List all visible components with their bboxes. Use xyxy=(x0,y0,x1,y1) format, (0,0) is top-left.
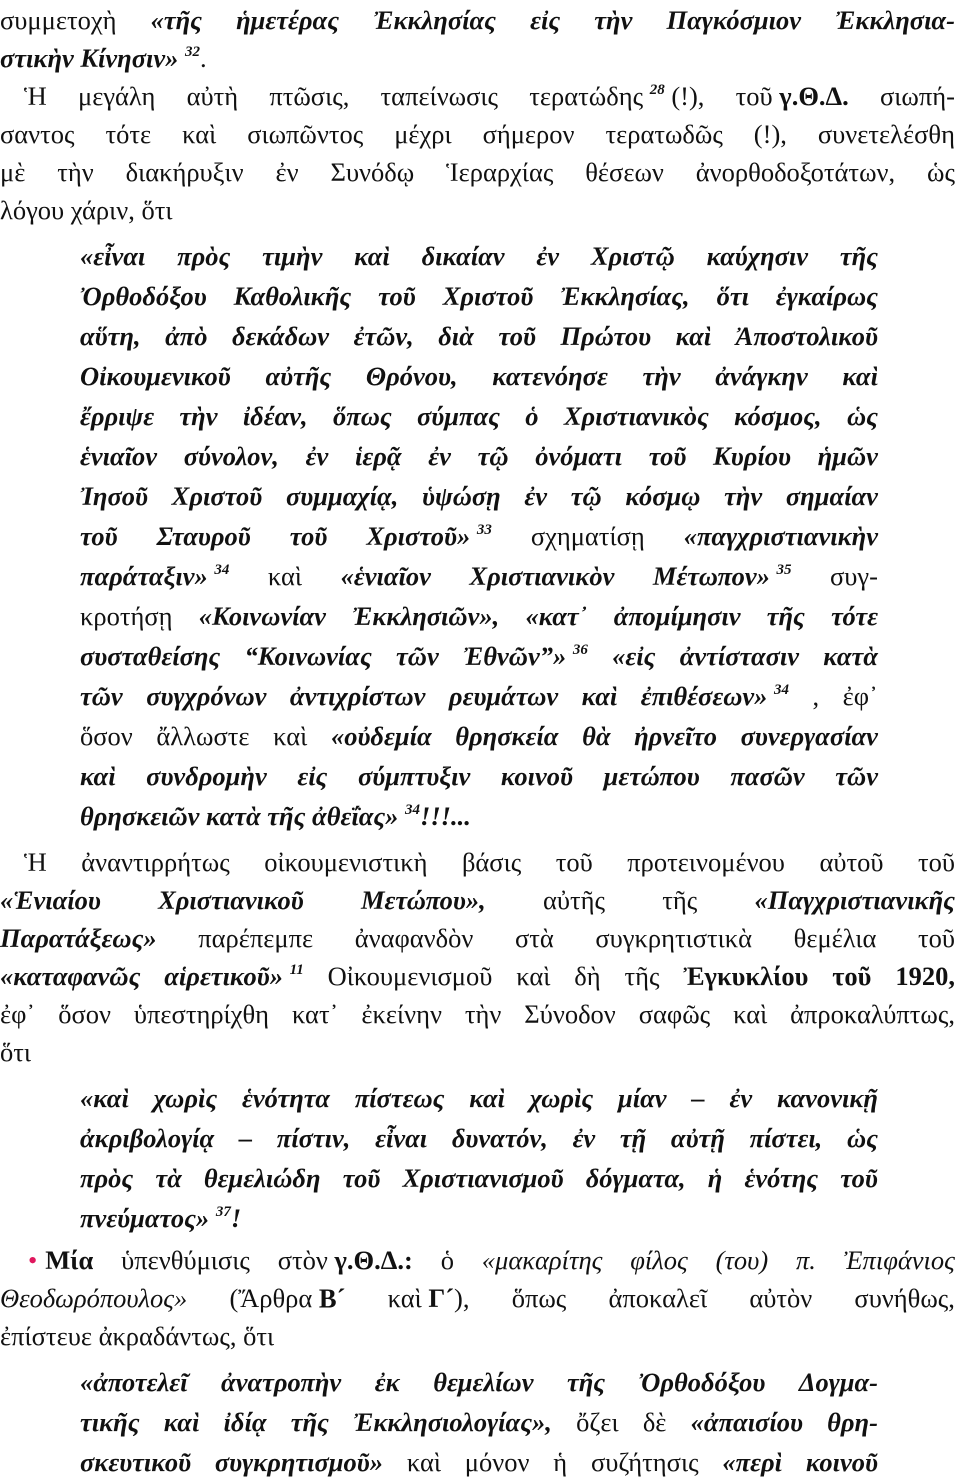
text-line: στικὴν Κίνησιν» $^{32}$. xyxy=(0,43,207,73)
quote-line: πρὸς τὰ θεμελιώδη τοῦ Χριστιανισμοῦ δόγματα, ἡ ἑνότης τοῦ xyxy=(80,1163,878,1193)
quote-line: κροτήσῃ «Κοινωνίαν Ἐκκλησιῶν», «κατ᾽ ἀπομίμησιν τῆς τότε xyxy=(80,601,878,631)
quote-line: σκευτικοῦ συγκρητισμοῦ» καὶ μόνον ἡ συζήτησις «περὶ κοινοῦ xyxy=(80,1447,878,1477)
bullet-icon: • xyxy=(28,1245,38,1275)
quote-line: «εἶναι πρὸς τιμὴν καὶ δικαίαν ἐν Χριστῷ καύχησιν τῆς xyxy=(80,241,878,271)
quote-line: τικῆς καὶ ἰδίᾳ τῆς Ἐκκλησιολογίας», ὄζει δὲ «ἀπαισίου θρη- xyxy=(80,1407,878,1437)
quote-line: καὶ συνδρομὴν εἰς σύμπτυξιν κοινοῦ μετώπου πασῶν τῶν xyxy=(80,761,878,791)
bullet-line: • Μία ὑπενθύμισις στὸν γ.Θ.Δ.: ὁ «μακαρίτης φίλος (του) π. Ἐπιφάνιος xyxy=(28,1245,955,1275)
quote-line: πνεύματος» $^{37}$! xyxy=(80,1203,242,1233)
text-line: μὲ τὴν διακήρυξιν ἐν Συνόδῳ Ἱεραρχίας θέσεων ἀνορθοδοξοτάτων, ὡς xyxy=(0,157,955,187)
quote-line: αὕτη, ἀπὸ δεκάδων ἐτῶν, διὰ τοῦ Πρώτου καὶ Ἀποστολικοῦ xyxy=(80,321,878,351)
quote-line: Ἰησοῦ Χριστοῦ συμμαχίᾳ, ὑψώσῃ ἐν τῷ κόσμῳ τὴν σημαίαν xyxy=(80,481,878,511)
text-line: ὅτι xyxy=(0,1037,32,1067)
text-line: Ἡ ἀναντιρρήτως οἰκουμενιστικὴ βάσις τοῦ προτεινομένου αὐτοῦ τοῦ xyxy=(24,847,955,877)
text-line: «Ἑνιαίου Χριστιανικοῦ Μετώπου», αὐτῆς τῆς «Παγχριστιανικῆς xyxy=(0,885,955,915)
quote-line: ἀκριβολογίᾳ – πίστιν, εἶναι δυνατόν, ἐν τῇ αὐτῇ πίστει, ὡς xyxy=(80,1123,878,1153)
text-line: ἐπίστευε ἀκραδάντως, ὅτι xyxy=(0,1321,275,1351)
text-line: συμμετοχὴ «τῆς ἡμετέρας Ἐκκλησίας εἰς τὴν Παγκόσμιον Ἐκκλησια- xyxy=(0,5,955,35)
text-line: ἐφ᾽ ὅσον ὑπεστηρίχθη κατ᾽ ἐκείνην τὴν Σύνοδον σαφῶς καὶ ἀπροκαλύπτως, xyxy=(0,999,955,1029)
quote-line: ἑνιαῖον σύνολον, ἐν ἱερᾷ ἐν τῷ ὀνόματι τοῦ Κυρίου ἡμῶν xyxy=(80,441,878,471)
text-line: Ἡ μεγάλη αὐτὴ πτῶσις, ταπείνωσις τερατώδης $^{28}$ (!), τοῦ γ.Θ.Δ. σιωπή- xyxy=(24,81,955,111)
quote-line: συσταθείσης “Κοινωνίας τῶν Ἐθνῶν”» $^{36}$ «εἰς ἀντίστασιν κατὰ xyxy=(80,641,878,671)
quote-line: τῶν συγχρόνων ἀντιχρίστων ρευμάτων καὶ ἐπιθέσεων» $^{34}$ , ἐφ᾽ xyxy=(80,681,878,711)
quote-line: τοῦ Σταυροῦ τοῦ Χριστοῦ» $^{33}$ σχηματίσῃ «παγχριστιανικὴν xyxy=(80,521,878,551)
quote-line: ἔρριψε τὴν ἰδέαν, ὅπως σύμπας ὁ Χριστιανικὸς κόσμος, ὡς xyxy=(80,401,878,431)
quote-line: «καὶ χωρὶς ἑνότητα πίστεως καὶ χωρὶς μίαν – ἐν κανονικῇ xyxy=(80,1083,878,1113)
quote-line: παράταξιν» $^{34}$ καὶ «ἑνιαῖον Χριστιανικὸν Μέτωπον» $^{35}$ συγ- xyxy=(80,561,878,591)
quote-line: «ἀποτελεῖ ἀνατροπὴν ἐκ θεμελίων τῆς Ὀρθοδόξου Δογμα- xyxy=(80,1367,878,1397)
quote-line: ὅσον ἄλλωστε καὶ «οὐδεμία θρησκεία θὰ ἠρνεῖτο συνεργασίαν xyxy=(80,721,878,751)
text-line: λόγου χάριν, ὅτι xyxy=(0,195,173,225)
text-line: Παρατάξεως» παρέπεμπε ἀναφανδὸν στὰ συγκρητιστικὰ θεμέλια τοῦ xyxy=(0,923,955,953)
text-line: «καταφανῶς αἱρετικοῦ» $^{11}$ Οἰκουμενισμοῦ καὶ δὴ τῆς Ἐγκυκλίου τοῦ 1920, xyxy=(0,961,955,991)
quote-line: Ὀρθοδόξου Καθολικῆς τοῦ Χριστοῦ Ἐκκλησίας, ὅτι ἐγκαίρως xyxy=(80,281,878,311)
text-line: Θεοδωρόπουλος» (Ἄρθρα Β´ καὶ Γ´), ὅπως ἀποκαλεῖ αὐτὸν συνήθως, xyxy=(0,1283,955,1313)
text-line: σαντος τότε καὶ σιωπῶντος μέχρι σήμερον τερατωδῶς (!), συνετελέσθη xyxy=(0,119,955,149)
quote-line: θρησκειῶν κατὰ τῆς ἀθεΐας» $^{34}$!!!... xyxy=(80,801,471,831)
quote-line: Οἰκουμενικοῦ αὐτῆς Θρόνου, κατενόησε τὴν ἀνάγκην καὶ xyxy=(80,361,878,391)
